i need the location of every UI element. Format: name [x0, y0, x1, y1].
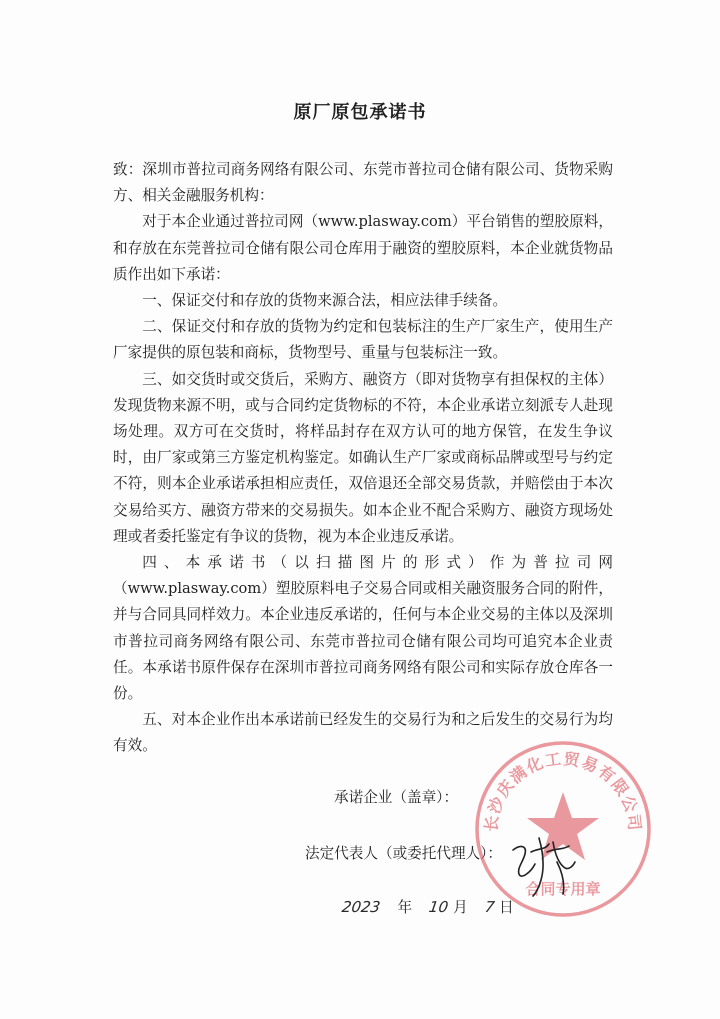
- document-title: 原厂原包承诺书: [293, 102, 427, 123]
- date-day-label: 日: [499, 899, 514, 916]
- paragraph-3: 三、如交货时或交货后，采购方、融资方（即对货物享有担保权的主体）发现货物来源不明，或与合同约定货物标的不符，本企业承诺立刻派专人赴现场处理。双方可在交货时，将样品封存在双方认可的地方保管，在发生争议时，由厂家或第三方鉴定机构鉴定。如确认生产厂家或商标品牌或型号与约定不符，则本企业承诺承担相应责任，双倍退还全部交易货款，并赔偿由于本次交易给买方、融资方带来的交易损失。如本企业不配合采购方、融资方现场处理或者委托鉴定有争议的货物，视为本企业违反承诺。: [113, 370, 613, 545]
- date-year-label: 年: [397, 899, 413, 916]
- paragraph-2: 二、保证交付和存放的货物为约定和包装标注的生产厂家生产，使用生产厂家提供的原包装和商标，货物型号、重量与包装标注一致。: [113, 318, 613, 362]
- date-day: 7: [483, 898, 496, 916]
- date-year: 2023: [340, 898, 382, 916]
- signature-representative-label: 法定代表人（或委托代理人）：: [305, 845, 503, 862]
- handwritten-signature: [505, 822, 585, 902]
- salutation: 致：深圳市普拉司商务网络有限公司、东莞市普拉司仓储有限公司、货物采购方、相关金融服务机构：: [113, 161, 613, 205]
- svg-text:长沙庆满化工贸易有限公司: 长沙庆满化工贸易有限公司: [481, 749, 645, 833]
- date-month: 10: [428, 898, 450, 916]
- paragraph-1: 一、保证交付和存放的货物来源合法，相应法律手续备。: [142, 292, 508, 310]
- paragraph-intro: 对于本企业通过普拉司网（www.plasway.com）平台销售的塑胶原料，和存放在东莞普拉司仓储有限公司仓库用于融资的塑胶原料，本企业就货物品质作出如下承诺：: [113, 213, 613, 283]
- document-body: [113, 157, 613, 760]
- date-month-label: 月: [453, 899, 468, 916]
- svg-text:合同专用章: 合同专用章: [525, 880, 601, 898]
- signature-company-label: 承诺企业（盖章）：: [334, 789, 459, 806]
- paragraph-5: 五、对本企业作出本承诺前已经发生的交易行为和之后发生的交易行为均有效。: [113, 711, 613, 755]
- paragraph-4: 四、本承诺书（以扫描图片的形式）作为普拉司网（www.plasway.com）塑胶原料电子交易合同或相关融资服务合同的附件，并与合同具同样效力。本企业违反承诺的，任何与本企业交易的主体以及深圳市普拉司商务网络有限公司、东莞市普拉司仓储有限公司均可追究本企业责任。本承诺书原件保存在深圳市普拉司商务网络有限公司和实际存放仓库各一份。: [113, 554, 613, 703]
